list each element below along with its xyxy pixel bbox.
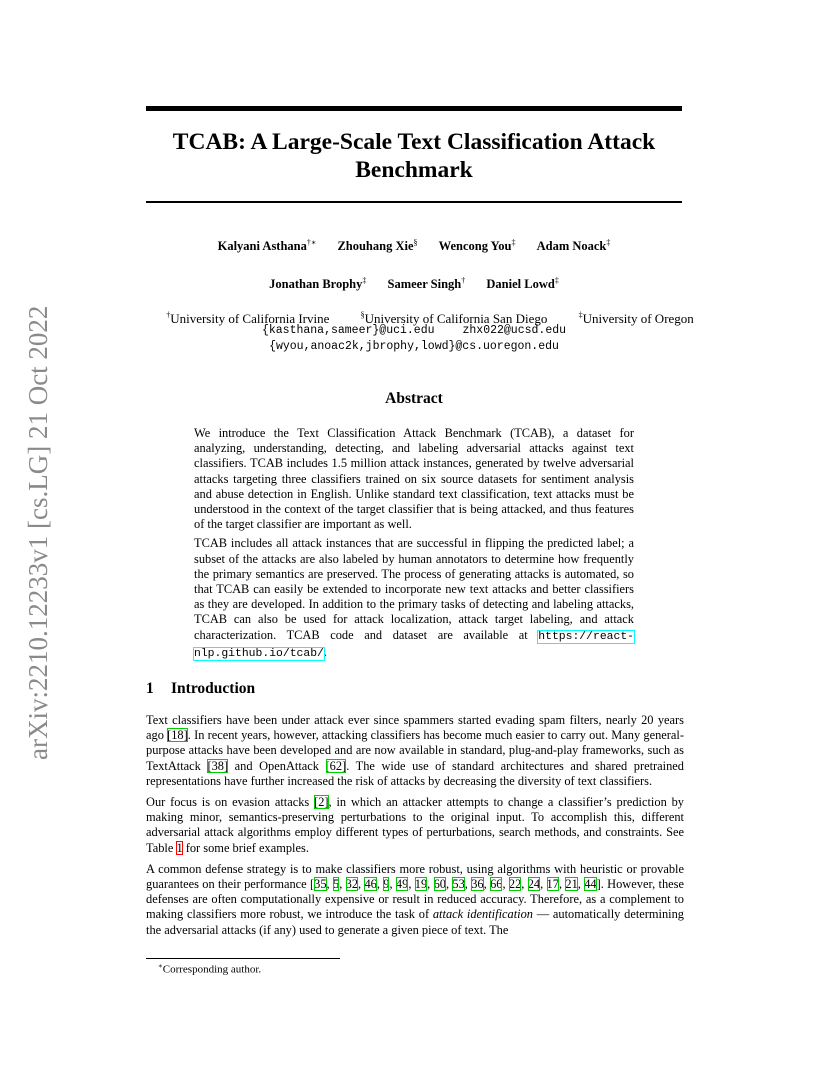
- text: . The wide use of standard architectures and shared pretrained representations have further increased the risk of attacks by decreasing the diversity of text classifiers.: [146, 758, 684, 788]
- abstract-paragraph: We introduce the Text Classification Attack Benchmark (TCAB), a dataset for analyzing, understanding, detecting, and labeling adversarial attacks against text classifiers. TCAB includes 1.5 million attack instances, generated by twelve adversarial attacks targeting three classifiers trained on six source datasets for sentiment analysis and abuse detection in English. Unlike standard text classification, text attacks must be understood in the context of the target classifier that is being attacked, and thus features of the target classifier are important as well.: [194, 426, 634, 532]
- author: [269, 276, 366, 292]
- footnote-mark: ∗: [158, 962, 163, 970]
- text: , in which an attacker attempts to change a classifier’s prediction by making minor, semantics-preserving perturbations to the original input. To accomplish this, different adversarial attack algorithms employ different types of perturbations, search methods, and constraints. See Table: [146, 795, 684, 855]
- author: [537, 238, 611, 254]
- text: — automatically determining the adversarial attacks (if any) used to generate a given piece of text. The: [146, 907, 684, 937]
- footnote-text: Corresponding author.: [162, 963, 262, 976]
- citation-link[interactable]: 36: [471, 877, 484, 892]
- author-name: Adam Noack: [536, 239, 607, 254]
- citation-link[interactable]: [62]: [325, 758, 347, 773]
- author-marks: ‡: [554, 276, 559, 285]
- text: . However, these defenses are often computationally expensive or result in reduced accuracy. Therefore, as a complement to making classifiers more robust, we introduce the task of: [146, 877, 684, 922]
- affiliation-mark: †: [166, 311, 171, 320]
- abstract-text: TCAB includes all attack instances that are successful in flipping the predicted label; a subset of the attacks are also labeled by human annotators to determine how frequently the primary semantics are preserved. The process of generating attacks is automated, so that TCAB can easily be extended to incorporate new text attacks and better classifiers as they are developed. In addition to the primary tasks of detecting and labeling attacks, TCAB can also be used for attack localization, attack target labeling, and attack characterization. TCAB code and dataset are available at: [194, 536, 634, 642]
- citation-link[interactable]: 21: [565, 877, 578, 892]
- citation-link[interactable]: 22: [508, 877, 522, 892]
- affiliation-mark: §: [360, 311, 365, 320]
- text: Text classifiers have been under attack ever since spammers started evading spam filters, nearly 20 years ago: [146, 713, 684, 743]
- title-line-2: Benchmark: [355, 157, 473, 183]
- abstract-paragraph: TCAB includes all attack instances that are successful in flipping the predicted label; a subset of the attacks are also labeled by human annotators to determine how frequently the primary semantics are preserved. The process of generating attacks is automated, so that TCAB can easily be extended to incorporate new text attacks and better classifiers as they are developed. In addition to the primary tasks of detecting and labeling attacks, TCAB can also be used for attack localization, attack target labeling, and attack characterization. TCAB code and dataset are available at https://react-nlp.github.io/tcab/.: [194, 536, 634, 660]
- email-group: {wyou,anoac2k,jbrophy,lowd}@cs.uoregon.edu: [269, 340, 559, 353]
- text: A common defense strategy is to make classifiers more robust, using algorithms with heuristic or provable guarantees on their performance: [146, 861, 684, 892]
- text: and OpenAttack: [228, 758, 326, 773]
- emails-line-2: [146, 339, 682, 355]
- text: for some brief examples.: [182, 840, 309, 855]
- author-marks: †∗: [306, 238, 317, 247]
- author: [486, 276, 558, 292]
- citation-link[interactable]: 24: [527, 877, 541, 892]
- citation-list: [35, 5, 32, 46, 9, 49, 19, 60, 53, 36, 66, 22, 24, 17, 21, 44]: [310, 877, 601, 892]
- author: [218, 238, 317, 254]
- footnote: [158, 962, 261, 976]
- author: [337, 238, 417, 254]
- arxiv-identifier-text: arXiv:2210.12233v1 [cs.LG] 21 Oct 2022: [23, 305, 53, 760]
- author-name: Daniel Lowd: [486, 277, 555, 292]
- citation-link[interactable]: [18]: [167, 728, 188, 743]
- abstract-heading: Abstract: [385, 390, 443, 407]
- author-name: Sameer Singh: [387, 277, 462, 292]
- author-marks: ‡: [511, 238, 516, 247]
- section-number: 1: [146, 680, 154, 697]
- title-rule-top: [146, 106, 682, 111]
- text: Our focus is on evasion attacks: [146, 795, 315, 810]
- author-marks: ‡: [362, 276, 367, 285]
- affiliation-mark: ‡: [578, 311, 583, 320]
- email-group: zhx022@ucsd.edu: [462, 324, 567, 337]
- citation-link[interactable]: [2]: [314, 795, 329, 810]
- dataset-url-link[interactable]: https://react-nlp.github.io/tcab/: [194, 630, 634, 660]
- authors-row-1: [146, 238, 682, 254]
- section-heading: [146, 680, 255, 698]
- author-marks: ‡: [606, 238, 611, 247]
- text: . In recent years, however, attacking classifiers has become much easier to carry out. Many general-purpose attacks have been developed and are now available in standard, plug-and-play frameworks, such as TextAttack: [146, 728, 684, 773]
- author-name: Zhouhang Xie: [337, 239, 414, 254]
- title-rule-bottom: [146, 201, 682, 203]
- citation-link[interactable]: 44: [584, 877, 597, 892]
- citation-link[interactable]: 60: [433, 877, 446, 892]
- citation-link[interactable]: 32: [345, 877, 359, 892]
- introduction-body: [146, 713, 684, 944]
- citation-link[interactable]: 9: [383, 877, 390, 892]
- abstract-body: [194, 426, 634, 666]
- author-marks: †: [461, 276, 466, 285]
- author-name: Wencong You: [438, 239, 512, 254]
- author: [388, 276, 466, 292]
- citation-link[interactable]: 53: [452, 877, 465, 892]
- citation-link[interactable]: 17: [546, 877, 559, 892]
- citation-link[interactable]: 5: [332, 877, 340, 892]
- citation-link[interactable]: 66: [490, 877, 503, 892]
- arxiv-identifier-stamp: [20, 290, 56, 760]
- affiliation-name: University of California Irvine: [170, 311, 330, 327]
- intro-paragraph: [146, 713, 684, 789]
- emails-line-1: [146, 323, 682, 339]
- citation-link[interactable]: [38]: [207, 758, 229, 773]
- emphasis-term: attack identification: [432, 907, 533, 922]
- citation-link[interactable]: 46: [364, 877, 377, 892]
- email-group: {kasthana,sameer}@uci.edu: [261, 324, 435, 337]
- paper-title: [146, 128, 682, 184]
- citation-link[interactable]: 35: [314, 877, 327, 892]
- affiliation-name: University of California San Diego: [364, 311, 548, 327]
- title-line-1: TCAB: A Large-Scale Text Classification Attack: [172, 129, 656, 155]
- table-ref-link[interactable]: 1: [176, 840, 183, 855]
- intro-paragraph: [146, 795, 684, 856]
- footnote-rule: [146, 958, 340, 959]
- author-name: Kalyani Asthana: [217, 239, 307, 254]
- citation-link[interactable]: 19: [414, 877, 428, 892]
- intro-paragraph: [146, 862, 684, 938]
- citation-link[interactable]: 49: [395, 877, 409, 892]
- section-title: Introduction: [171, 680, 256, 697]
- author-name: Jonathan Brophy: [269, 277, 363, 292]
- authors-row-2: [146, 276, 682, 292]
- author-marks: §: [413, 238, 418, 247]
- author: [439, 238, 516, 254]
- affiliation-name: University of Oregon: [582, 311, 694, 327]
